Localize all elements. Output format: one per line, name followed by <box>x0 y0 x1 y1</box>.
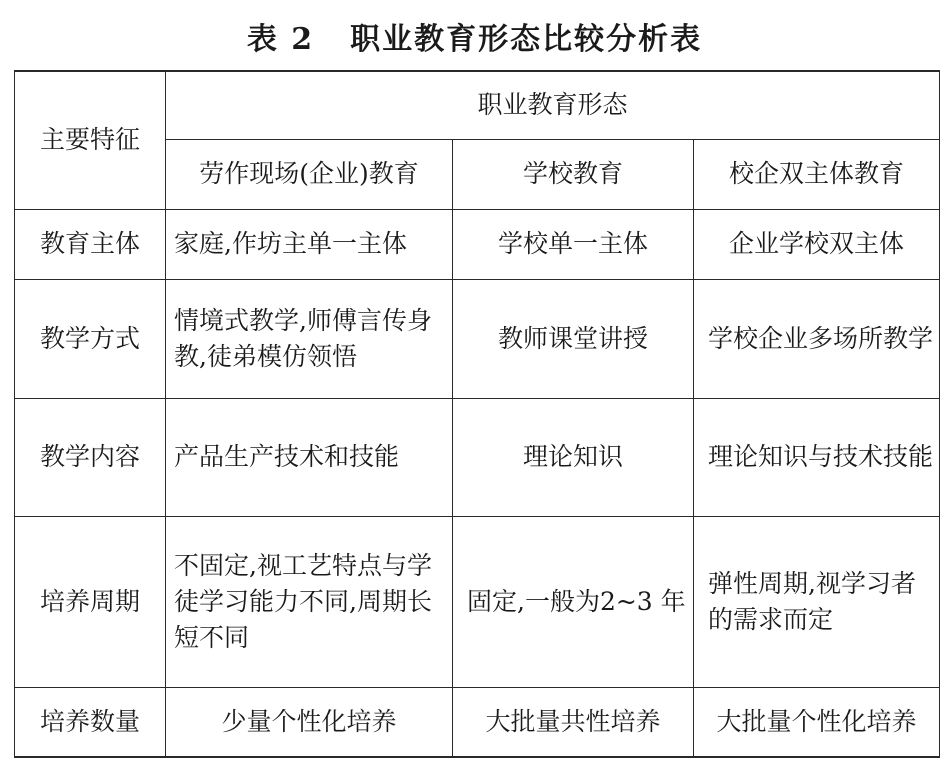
table-row <box>15 516 940 687</box>
feature-label: 教学内容 <box>15 398 166 516</box>
table-cell: 情境式教学,师傅言传身教,徒弟模仿领悟 <box>166 279 453 398</box>
table-cell: 大批量个性化培养 <box>694 687 940 757</box>
feature-label: 培养周期 <box>15 516 166 687</box>
table-cell: 学校单一主体 <box>453 209 694 279</box>
table-cell: 产品生产技术和技能 <box>166 398 453 516</box>
table-row <box>15 398 940 516</box>
table-cell: 理论知识与技术技能 <box>694 398 940 516</box>
table-number: 表 2 <box>246 22 315 57</box>
table-cell: 理论知识 <box>453 398 694 516</box>
table-cell: 学校企业多场所教学 <box>694 279 940 398</box>
table-cell: 弹性周期,视学习者的需求而定 <box>694 516 940 687</box>
table-row <box>15 279 940 398</box>
column-header-school: 学校教育 <box>453 139 694 209</box>
table-cell: 固定,一般为2~3 年 <box>453 516 694 687</box>
table-row <box>15 687 940 757</box>
table-row <box>15 71 940 139</box>
table-cell: 大批量共性培养 <box>453 687 694 757</box>
row-header-label: 主要特征 <box>15 71 166 209</box>
feature-label: 教育主体 <box>15 209 166 279</box>
table-cell: 不固定,视工艺特点与学徒学习能力不同,周期长短不同 <box>166 516 453 687</box>
column-header-dual: 校企双主体教育 <box>694 139 940 209</box>
column-header-enterprise: 劳作现场(企业)教育 <box>166 139 453 209</box>
table-cell: 教师课堂讲授 <box>453 279 694 398</box>
feature-label: 培养数量 <box>15 687 166 757</box>
table-cell: 少量个性化培养 <box>166 687 453 757</box>
table-row <box>15 209 940 279</box>
table-title: 职业教育形态比较分析表 <box>350 22 703 57</box>
table-cell: 家庭,作坊主单一主体 <box>166 209 453 279</box>
feature-label: 教学方式 <box>15 279 166 398</box>
table-caption <box>0 12 949 60</box>
group-header: 职业教育形态 <box>166 71 940 139</box>
table-cell: 企业学校双主体 <box>694 209 940 279</box>
comparison-table <box>14 70 940 758</box>
